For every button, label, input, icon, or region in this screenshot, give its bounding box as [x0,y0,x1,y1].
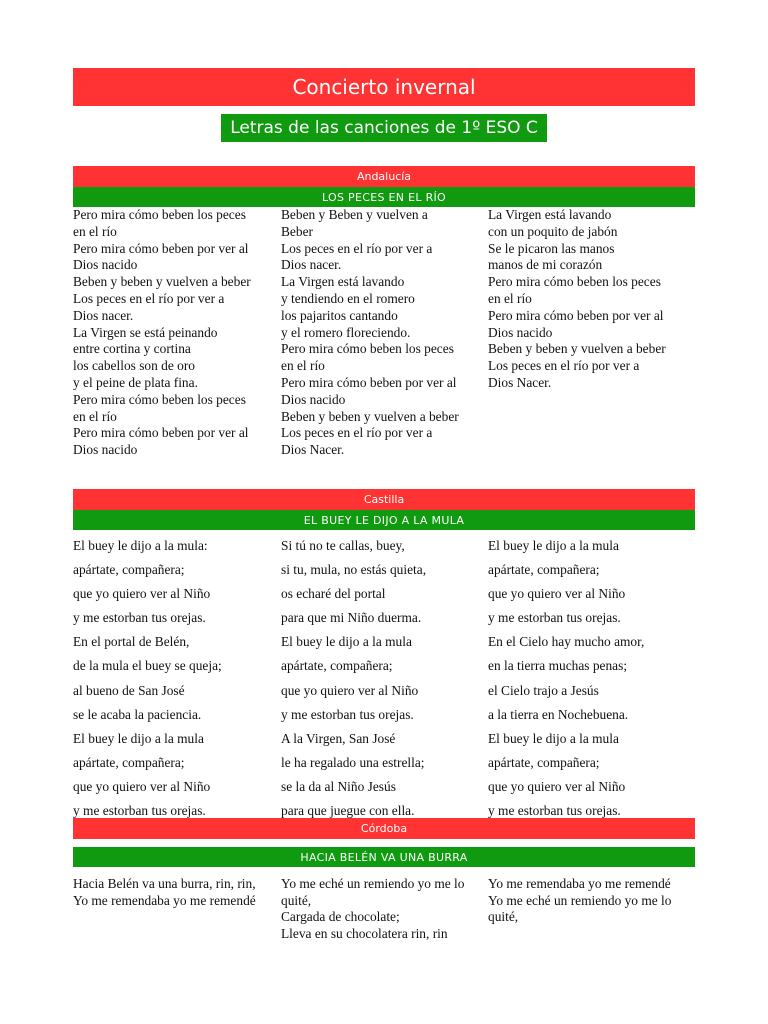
document-subtitle: Letras de las canciones de 1º ESO C [221,114,547,142]
lyric-line: Yo me remendaba yo me remendé [488,876,671,891]
lyric-line: Si tú no te callas, buey, [281,538,405,553]
song-title: HACIA BELÉN VA UNA BURRA [73,847,695,867]
lyrics-column [281,207,486,459]
lyric-line: El buey le dijo a la mula [73,730,204,746]
lyric-line: El buey le dijo a la mula [281,634,412,650]
lyric-line: Pero mira cómo beben los peces [488,274,661,290]
lyric-line: Dios nacido [488,324,553,340]
lyric-line: apártate, compañera; [281,658,393,674]
lyric-line: y me estorban tus orejas. [488,610,621,626]
lyric-line: de la mula el buey se queja; [73,658,222,674]
lyrics-columns [73,207,695,467]
lyric-line: en el río [73,223,117,239]
lyric-line: La Virgen se está peinando [73,324,218,340]
lyric-line: Pero mira cómo beben por ver al [73,425,249,441]
song-title: LOS PECES EN EL RÍO [73,187,695,207]
lyric-line: Pero mira cómo beben por ver al [281,374,457,390]
section-castilla [73,489,695,826]
region-header: Castilla [73,489,695,510]
lyric-line: Dios nacido [73,442,138,458]
lyric-line: Dios nacer. [281,257,342,273]
lyric-line: Beben y beben y vuelven a beber [488,341,666,357]
lyric-line: Yo me eché un remiendo yo me lo quité, [488,892,672,924]
lyric-line: el Cielo trajo a Jesús [488,682,599,698]
lyrics-column [281,876,486,942]
lyric-line: con un poquito de jabón [488,223,618,239]
lyric-line: para que juegue con ella. [281,803,415,819]
lyric-line: para que mi Niño duerma. [281,610,422,626]
section-andalucia [73,166,695,467]
lyric-line: y me estorban tus orejas. [73,610,206,626]
lyric-line: En el portal de Belén, [73,634,190,650]
lyric-line: si tu, mula, no estás quieta, [281,562,427,578]
lyric-line: Hacia Belén va una burra, rin, rin, [73,876,256,891]
lyric-line: al bueno de San José [73,682,185,698]
lyric-line: en el río [488,290,532,306]
lyrics-column [73,534,278,823]
lyric-line: Pero mira cómo beben por ver al [488,307,664,323]
lyric-line: Dios Nacer. [281,442,345,458]
lyric-line: que yo quiero ver al Niño [488,778,626,794]
lyric-line: que yo quiero ver al Niño [281,682,419,698]
lyric-line: los pajaritos cantando [281,307,398,323]
lyric-line: apártate, compañera; [488,754,600,770]
lyric-line: en el río [73,408,117,424]
lyric-line: Los peces en el río por ver a [281,240,433,256]
lyric-line: se le acaba la paciencia. [73,706,202,722]
lyric-line: Yo me remendaba yo me remendé [73,892,256,908]
lyric-line: apártate, compañera; [73,754,185,770]
lyrics-column [488,876,698,926]
lyric-line: en la tierra muchas penas; [488,658,628,674]
lyric-line: El buey le dijo a la mula: [73,538,208,553]
lyric-line: Beben y beben y vuelven a beber [73,274,251,290]
lyrics-column [73,876,278,909]
lyrics-column [488,207,698,392]
lyric-line: a la tierra en Nochebuena. [488,706,629,722]
lyric-line: Dios nacido [281,391,346,407]
song-title: EL BUEY LE DIJO A LA MULA [73,510,695,530]
lyrics-columns [73,876,695,996]
lyric-line: apártate, compañera; [488,562,600,578]
lyric-line: Dios nacer. [73,307,134,323]
lyric-line: Los peces en el río por ver a [488,358,640,374]
lyric-line: Yo me eché un remiendo yo me lo quité, [281,876,465,908]
lyric-line: La Virgen está lavando [281,274,405,290]
lyric-line: los cabellos son de oro [73,358,195,374]
lyric-line: Beber [281,223,313,239]
document-title: Concierto invernal [73,68,695,106]
lyric-line: Pero mira cómo beben los peces [281,341,454,357]
lyric-line: y el peine de plata fina. [73,374,198,390]
lyric-line: Beben y Beben y vuelven a [281,207,428,222]
lyric-line: Pero mira cómo beben los peces [73,391,246,407]
lyric-line: y me estorban tus orejas. [488,803,621,819]
lyric-line: Los peces en el río por ver a [73,290,225,306]
lyric-line: En el Cielo hay mucho amor, [488,634,645,650]
lyric-line: Dios Nacer. [488,374,552,390]
lyric-line: El buey le dijo a la mula [488,538,619,553]
lyrics-column [73,207,278,459]
lyric-line: Dios nacido [73,257,138,273]
lyric-line: se la da al Niño Jesús [281,778,396,794]
lyric-line: Cargada de chocolate; [281,909,400,924]
lyric-line: en el río [281,358,325,374]
region-header: Andalucía [73,166,695,187]
lyric-line: que yo quiero ver al Niño [488,586,626,602]
lyric-line: que yo quiero ver al Niño [73,778,211,794]
lyrics-columns [73,534,695,826]
lyric-line: apártate, compañera; [73,562,185,578]
lyric-line: y tendiendo en el romero [281,290,415,306]
lyric-line: Pero mira cómo beben los peces [73,207,246,222]
lyric-line: A la Virgen, San José [281,730,396,746]
lyrics-column [488,534,698,823]
lyric-line: El buey le dijo a la mula [488,730,619,746]
lyric-line: La Virgen está lavando [488,207,612,222]
lyrics-column [281,534,486,823]
lyric-line: Lleva en su chocolatera rin, rin [281,925,448,941]
lyric-line: y me estorban tus orejas. [281,706,414,722]
lyric-line: y el romero floreciendo. [281,324,411,340]
lyric-line: que yo quiero ver al Niño [73,586,211,602]
lyric-line: Beben y beben y vuelven a beber [281,408,459,424]
lyric-line: os echaré del portal [281,586,386,602]
lyric-line: Se le picaron las manos [488,240,615,256]
lyric-line: le ha regalado una estrella; [281,754,425,770]
lyric-line: y me estorban tus orejas. [73,803,206,819]
lyric-line: entre cortina y cortina [73,341,191,357]
lyric-line: Pero mira cómo beben por ver al [73,240,249,256]
region-header: Córdoba [73,818,695,839]
lyric-line: Los peces en el río por ver a [281,425,433,441]
section-cordoba [73,818,695,996]
lyric-line: manos de mi corazón [488,257,603,273]
